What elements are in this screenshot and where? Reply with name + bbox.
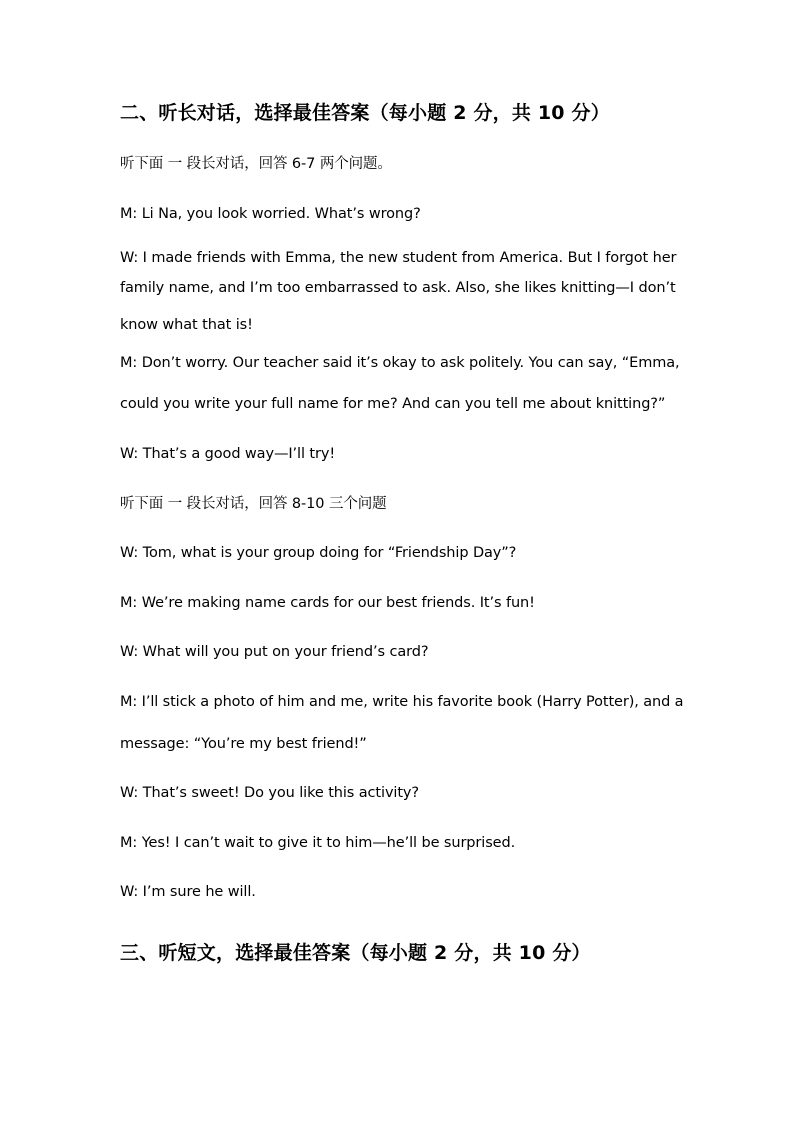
section-2-instruction-1: 听下面 一 段长对话，回答 6-7 两个问题。	[120, 156, 392, 172]
section-2-instruction-2: 听下面 一 段长对话，回答 8-10 三个问题	[120, 496, 387, 512]
dialogue-1-line: W: I made friends with Emma, the new student from America. But I forgot her	[120, 250, 677, 266]
dialogue-1-line: family name, and I’m too embarrassed to ask. Also, she likes knitting—I don’t	[120, 280, 676, 296]
dialogue-2-line: message: “You’re my best friend!”	[120, 736, 367, 752]
dialogue-1-line: know what that is!	[120, 317, 253, 333]
dialogue-2-line: W: I’m sure he will.	[120, 884, 256, 900]
section-3-heading: 三、听短文，选择最佳答案（每小题 2 分，共 10 分）	[120, 942, 591, 964]
dialogue-2-line: M: I’ll stick a photo of him and me, write his favorite book (Harry Potter), and a	[120, 694, 684, 710]
dialogue-2-line: M: Yes! I can’t wait to give it to him—he’ll be surprised.	[120, 835, 516, 851]
dialogue-2-line: W: What will you put on your friend’s card?	[120, 644, 429, 660]
dialogue-1-line: M: Don’t worry. Our teacher said it’s okay to ask politely. You can say, “Emma,	[120, 355, 680, 371]
dialogue-1-line: could you write your full name for me? And can you tell me about knitting?”	[120, 396, 666, 412]
dialogue-1-line: W: That’s a good way—I’ll try!	[120, 446, 336, 462]
section-2-heading: 二、听长对话，选择最佳答案（每小题 2 分，共 10 分）	[120, 102, 610, 124]
dialogue-2-line: W: Tom, what is your group doing for “Friendship Day”?	[120, 545, 517, 561]
dialogue-1-line: M: Li Na, you look worried. What’s wrong?	[120, 206, 421, 222]
dialogue-2-line: W: That’s sweet! Do you like this activity?	[120, 785, 420, 801]
dialogue-2-line: M: We’re making name cards for our best friends. It’s fun!	[120, 595, 535, 611]
